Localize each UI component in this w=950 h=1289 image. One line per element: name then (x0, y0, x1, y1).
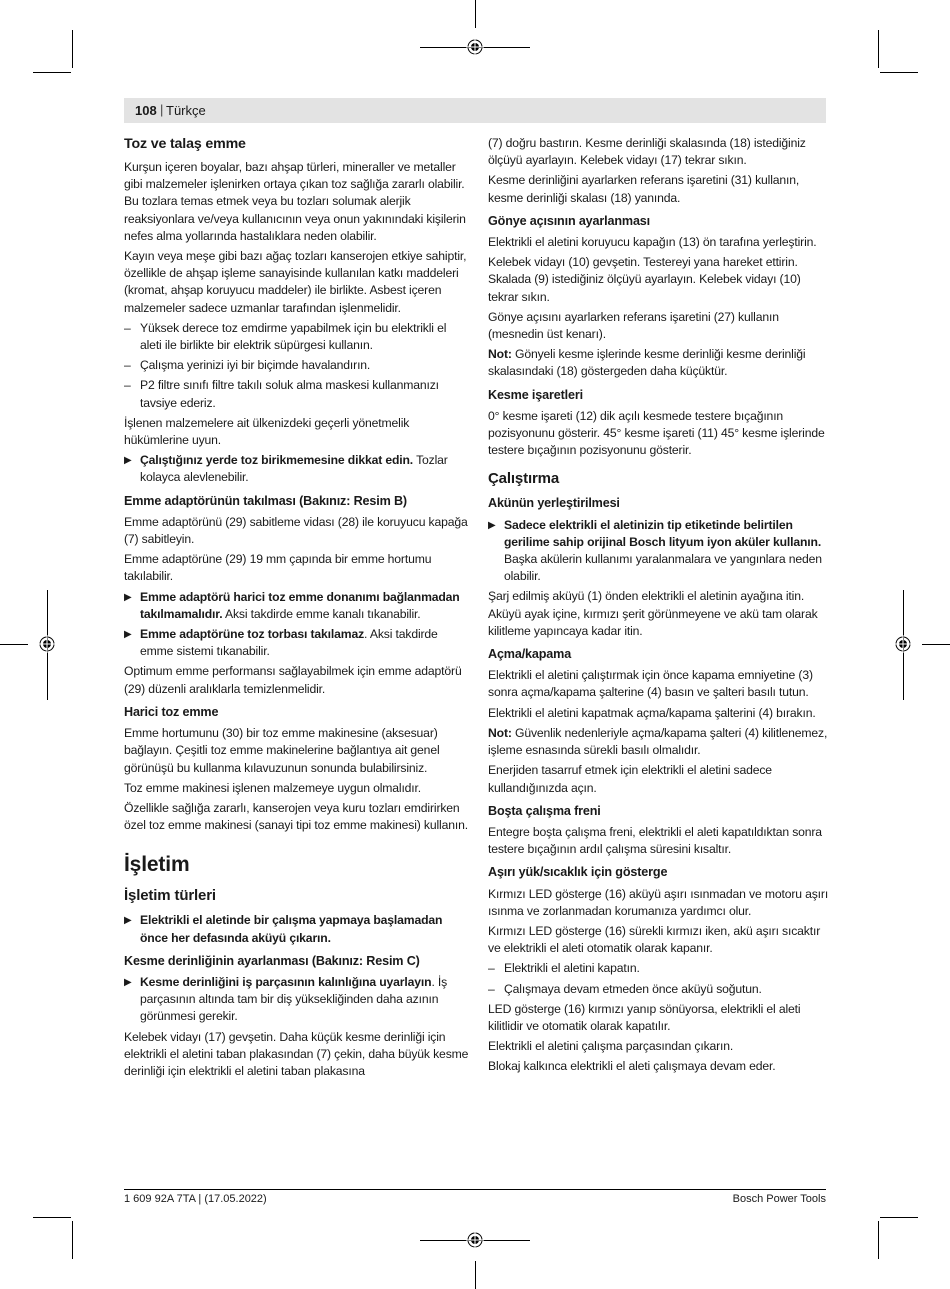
subsection-title: Kesme işaretleri (488, 387, 583, 402)
note-paragraph (488, 725, 833, 759)
paragraph: Gönye açısını ayarlarken referans işaretini (27) kullanın (mesnedin üst kenarı). (488, 309, 779, 342)
paragraph: Toz emme makinesi işlenen malzemeye uygun olmalıdır. (124, 780, 422, 795)
dash-list-item: – Çalışma yerinizi iyi bir biçimde havalandırın. (124, 357, 470, 374)
warning-item: ▶ Elektrikli el aletinde bir çalışma yapmaya başlamadan önce her defasında aküyü çıkarın. (124, 912, 470, 946)
paragraph: Şarj edilmiş aküyü (1) önden elektrikli el aletinin ayağına itin. Aküyü ayak içine, kırmızı şerit görünmeyene ve akü tam olarak kilitleme yapıncaya kadar itin. (488, 589, 818, 638)
paragraph: Optimum emme performansı sağlayabilmek için emme adaptörü (29) düzenli aralıklarla temizlenmelidir. (124, 664, 462, 696)
note-text: Güvenlik nedenleriyle açma/kapama şalteri (4) kilitlenemez, işleme esnasında sürekli basılı olmalıdır. (488, 725, 828, 758)
page-header-bar (124, 98, 826, 123)
crop-mark (922, 644, 950, 645)
paragraph: LED gösterge (16) kırmızı yanıp sönüyorsa, elektrikli el aleti kilitlidir ve otomatik olarak kapatılır. (488, 1001, 801, 1033)
crop-mark (72, 30, 73, 68)
subsection-title: Açma/kapama (488, 647, 572, 662)
paragraph: Elektrikli el aletini kapatmak açma/kapama şalterini (4) bırakın. (488, 705, 816, 720)
warning-text: . Aksi takdirde emme sistemi tıkanabilir. (140, 627, 438, 659)
warning-bold-text: Çalıştığınız yerde toz birikmemesine dikkat edin. (140, 453, 414, 468)
paragraph: İşlenen malzemelere ait ülkenizdeki geçerli yönetmelik hükümlerine uyun. (124, 415, 410, 448)
paragraph: Elektrikli el aletini koruyucu kapağın (13) ön tarafına yerleştirin. (488, 235, 817, 250)
paragraph: Kayın veya meşe gibi bazı ağaç tozları kanserojen etkiye sahiptir, özellikle de ahşap işleme sanayisinde kullanılan katkı maddeleri (kromat, ahşap koruyucu maddeler) ile birlikte. Asbest içeren malzemeler sadece uzmanlar tarafından işlenmelidir. (124, 249, 467, 315)
paragraph: Emme adaptörüne (29) 19 mm çapında bir emme hortumu takılabilir. (124, 552, 432, 584)
paragraph: Kelebek vidayı (10) gevşetin. Testereyi yana hareket ettirin. Skalada (9) istediğiniz ölçüyü ayarlayın. Kelebek vidayı (10) tekrar sıkın. (488, 255, 801, 304)
note-label: Not: (488, 347, 512, 362)
warning-bold-text: Kesme derinliğini iş parçasının kalınlığına uyarlayın (140, 974, 432, 989)
note-text: Gönyeli kesme işlerinde kesme derinliği kesme derinliği skalasındaki (18) göstergeden daha küçüktür. (488, 347, 806, 379)
paragraph: Kesme derinliğini ayarlarken referans işaretini (31) kullanın, kesme derinliği skalası (18) yanında. (488, 173, 800, 205)
warning-item (488, 517, 833, 586)
right-column (488, 135, 833, 1079)
registration-mark-icon (38, 635, 56, 653)
paragraph: Enerjiden tasarruf etmek için elektrikli el aletini sadece kullandığınızda açın. (488, 763, 772, 795)
paragraph: Entegre boşta çalışma freni, elektrikli el aleti kapatıldıktan sonra testere bıçağının ardıl çalışma süresini kısaltır. (488, 824, 822, 857)
crop-mark (878, 30, 879, 68)
subsection-title: Kesme derinliğinin ayarlanması (Bakınız: Resim C) (124, 953, 420, 968)
paragraph: Elektrikli el aletini çalıştırmak için önce kapama emniyetine (3) sonra açma/kapama şalterine (4) basın ve şalteri basılı tutun. (488, 668, 813, 700)
paragraph: Kırmızı LED gösterge (16) sürekli kırmızı iken, akü aşırı sıcaktır ve elektrikli el aleti otomatik olarak kapanır. (488, 923, 821, 956)
paragraph: (7) doğru bastırın. Kesme derinliği skalasında (18) istediğiniz ölçüyü ayarlayın. Kelebek vidayı (17) tekrar sıkın. (488, 136, 806, 168)
paragraph: Elektrikli el aletini çalışma parçasından çıkarın. (488, 1039, 734, 1054)
paragraph: Özellikle sağlığa zararlı, kanserojen veya kuru tozları emdirirken özel toz emme makinesi (sanayi tipi toz emme makinesi) kullanın. (124, 800, 468, 833)
subsection-title: Boşta çalışma freni (488, 803, 601, 818)
paragraph: Kelebek vidayı (17) gevşetin. Daha küçük kesme derinliği için elektrikli el aletini taban plakasından (7) çekin, daha büyük kesme derinliği için elektrikli el aletini taban plakasına (124, 1029, 469, 1078)
subsection-title: Akünün yerleştirilmesi (488, 496, 620, 511)
dash-list-item: – Elektrikli el aletini kapatın. (488, 960, 833, 977)
footer-document-id: 1 609 92A 7TA | (17.05.2022) (124, 1193, 267, 1205)
footer-brand: Bosch Power Tools (732, 1193, 826, 1205)
paragraph: Emme adaptörünü (29) sabitleme vidası (28) ile koruyucu kapağa (7) sabitleyin. (124, 514, 468, 547)
footer-rule (124, 1189, 826, 1190)
warning-item (124, 589, 470, 623)
note-label: Not: (488, 725, 512, 740)
section-title: İşletim türleri (124, 887, 216, 905)
crop-mark (0, 644, 28, 645)
registration-mark-icon (894, 635, 912, 653)
subsection-title: Gönye açısının ayarlanması (488, 213, 650, 228)
dash-list-item: – Çalışmaya devam etmeden önce aküyü soğutun. (488, 981, 833, 998)
registration-mark-icon (466, 38, 484, 56)
crop-mark (72, 1221, 73, 1259)
crop-mark (475, 1261, 476, 1289)
section-title: Toz ve talaş emme (124, 136, 246, 152)
paragraph: Blokaj kalkınca elektrikli el aleti çalışmaya devam eder. (488, 1059, 776, 1074)
left-column (124, 135, 470, 1083)
note-paragraph (488, 346, 833, 380)
dash-list-item: – Yüksek derece toz emdirme yapabilmek için bu elektrikli el aleti ile birlikte bir elektrik süpürgesi kullanın. (124, 320, 470, 354)
paragraph: Emme hortumunu (30) bir toz emme makinesine (aksesuar) bağlayın. Çeşitli toz emme makinelerine bağlantıya ait genel görünüşü bu kullanma kılavuzunun sonunda bulabilirsiniz. (124, 726, 440, 775)
warning-bold-text: Sadece elektrikli el aletinizin tip etiketinde belirtilen gerilime sahip orijinal Bosch lityum iyon aküler kullanın. (504, 517, 822, 549)
warning-item (124, 974, 470, 1026)
crop-mark (880, 72, 918, 73)
warning-text: Tozlar kolayca alevlenebilir. (140, 453, 448, 485)
warning-bold-text: Emme adaptörü harici toz emme donanımı bağlanmadan takılmamalıdır. (140, 589, 460, 621)
warning-bold-text: Emme adaptörüne toz torbası takılamaz (140, 627, 365, 642)
subsection-title: Harici toz emme (124, 704, 219, 719)
warning-text: . İş parçasının altında tam bir diş yüksekliğinden daha azının görünmesi gerekir. (140, 974, 448, 1024)
page-number: 108 (135, 103, 157, 118)
dash-list-item: – P2 filtre sınıfı filtre takılı soluk alma maskesi kullanmanızı tavsiye ederiz. (124, 377, 470, 411)
warning-item (124, 626, 470, 660)
paragraph: Kurşun içeren boyalar, bazı ahşap türleri, mineraller ve metaller gibi malzemeler işlenirken ortaya çıkan toz sağlığa zararlı olabilir. Bu tozlara temas etmek veya bu tozları solumak alerjik reaksiyonlara ve/veya kullanıcının veya onun yakınındaki kişilerin nefes alma yollarında hastalıklara neden olabilir. (124, 160, 466, 243)
subsection-title: Aşırı yük/sıcaklık için gösterge (488, 865, 668, 880)
crop-mark (880, 1217, 918, 1218)
crop-mark (475, 0, 476, 28)
header-language: Türkçe (166, 103, 206, 118)
paragraph: Kırmızı LED gösterge (16) aküyü aşırı ısınmadan ve motoru aşırı ısınma ve zorlanmadan korumanıza yardımcı olur. (488, 886, 829, 918)
chapter-title: İşletim (124, 853, 190, 877)
section-title: Çalıştırma (488, 470, 560, 488)
warning-text: Başka akülerin kullanımı yaralanmalara ve yangınlara neden olabilir. (504, 552, 822, 584)
subsection-title: Emme adaptörünün takılması (Bakınız: Resim B) (124, 493, 407, 508)
paragraph: 0° kesme işareti (12) dik açılı kesmede testere bıçağının pozisyonunu gösterir. 45° kesme işareti (11) 45° kesme işlerinde testere bıçağının pozisyonunu gösterir. (488, 408, 825, 458)
crop-mark (33, 72, 71, 73)
warning-text: Aksi takdirde emme kanalı tıkanabilir. (222, 606, 421, 621)
crop-mark (33, 1217, 71, 1218)
crop-mark (878, 1221, 879, 1259)
registration-mark-icon (466, 1231, 484, 1249)
warning-item (124, 452, 470, 486)
header-separator: | (160, 102, 164, 117)
